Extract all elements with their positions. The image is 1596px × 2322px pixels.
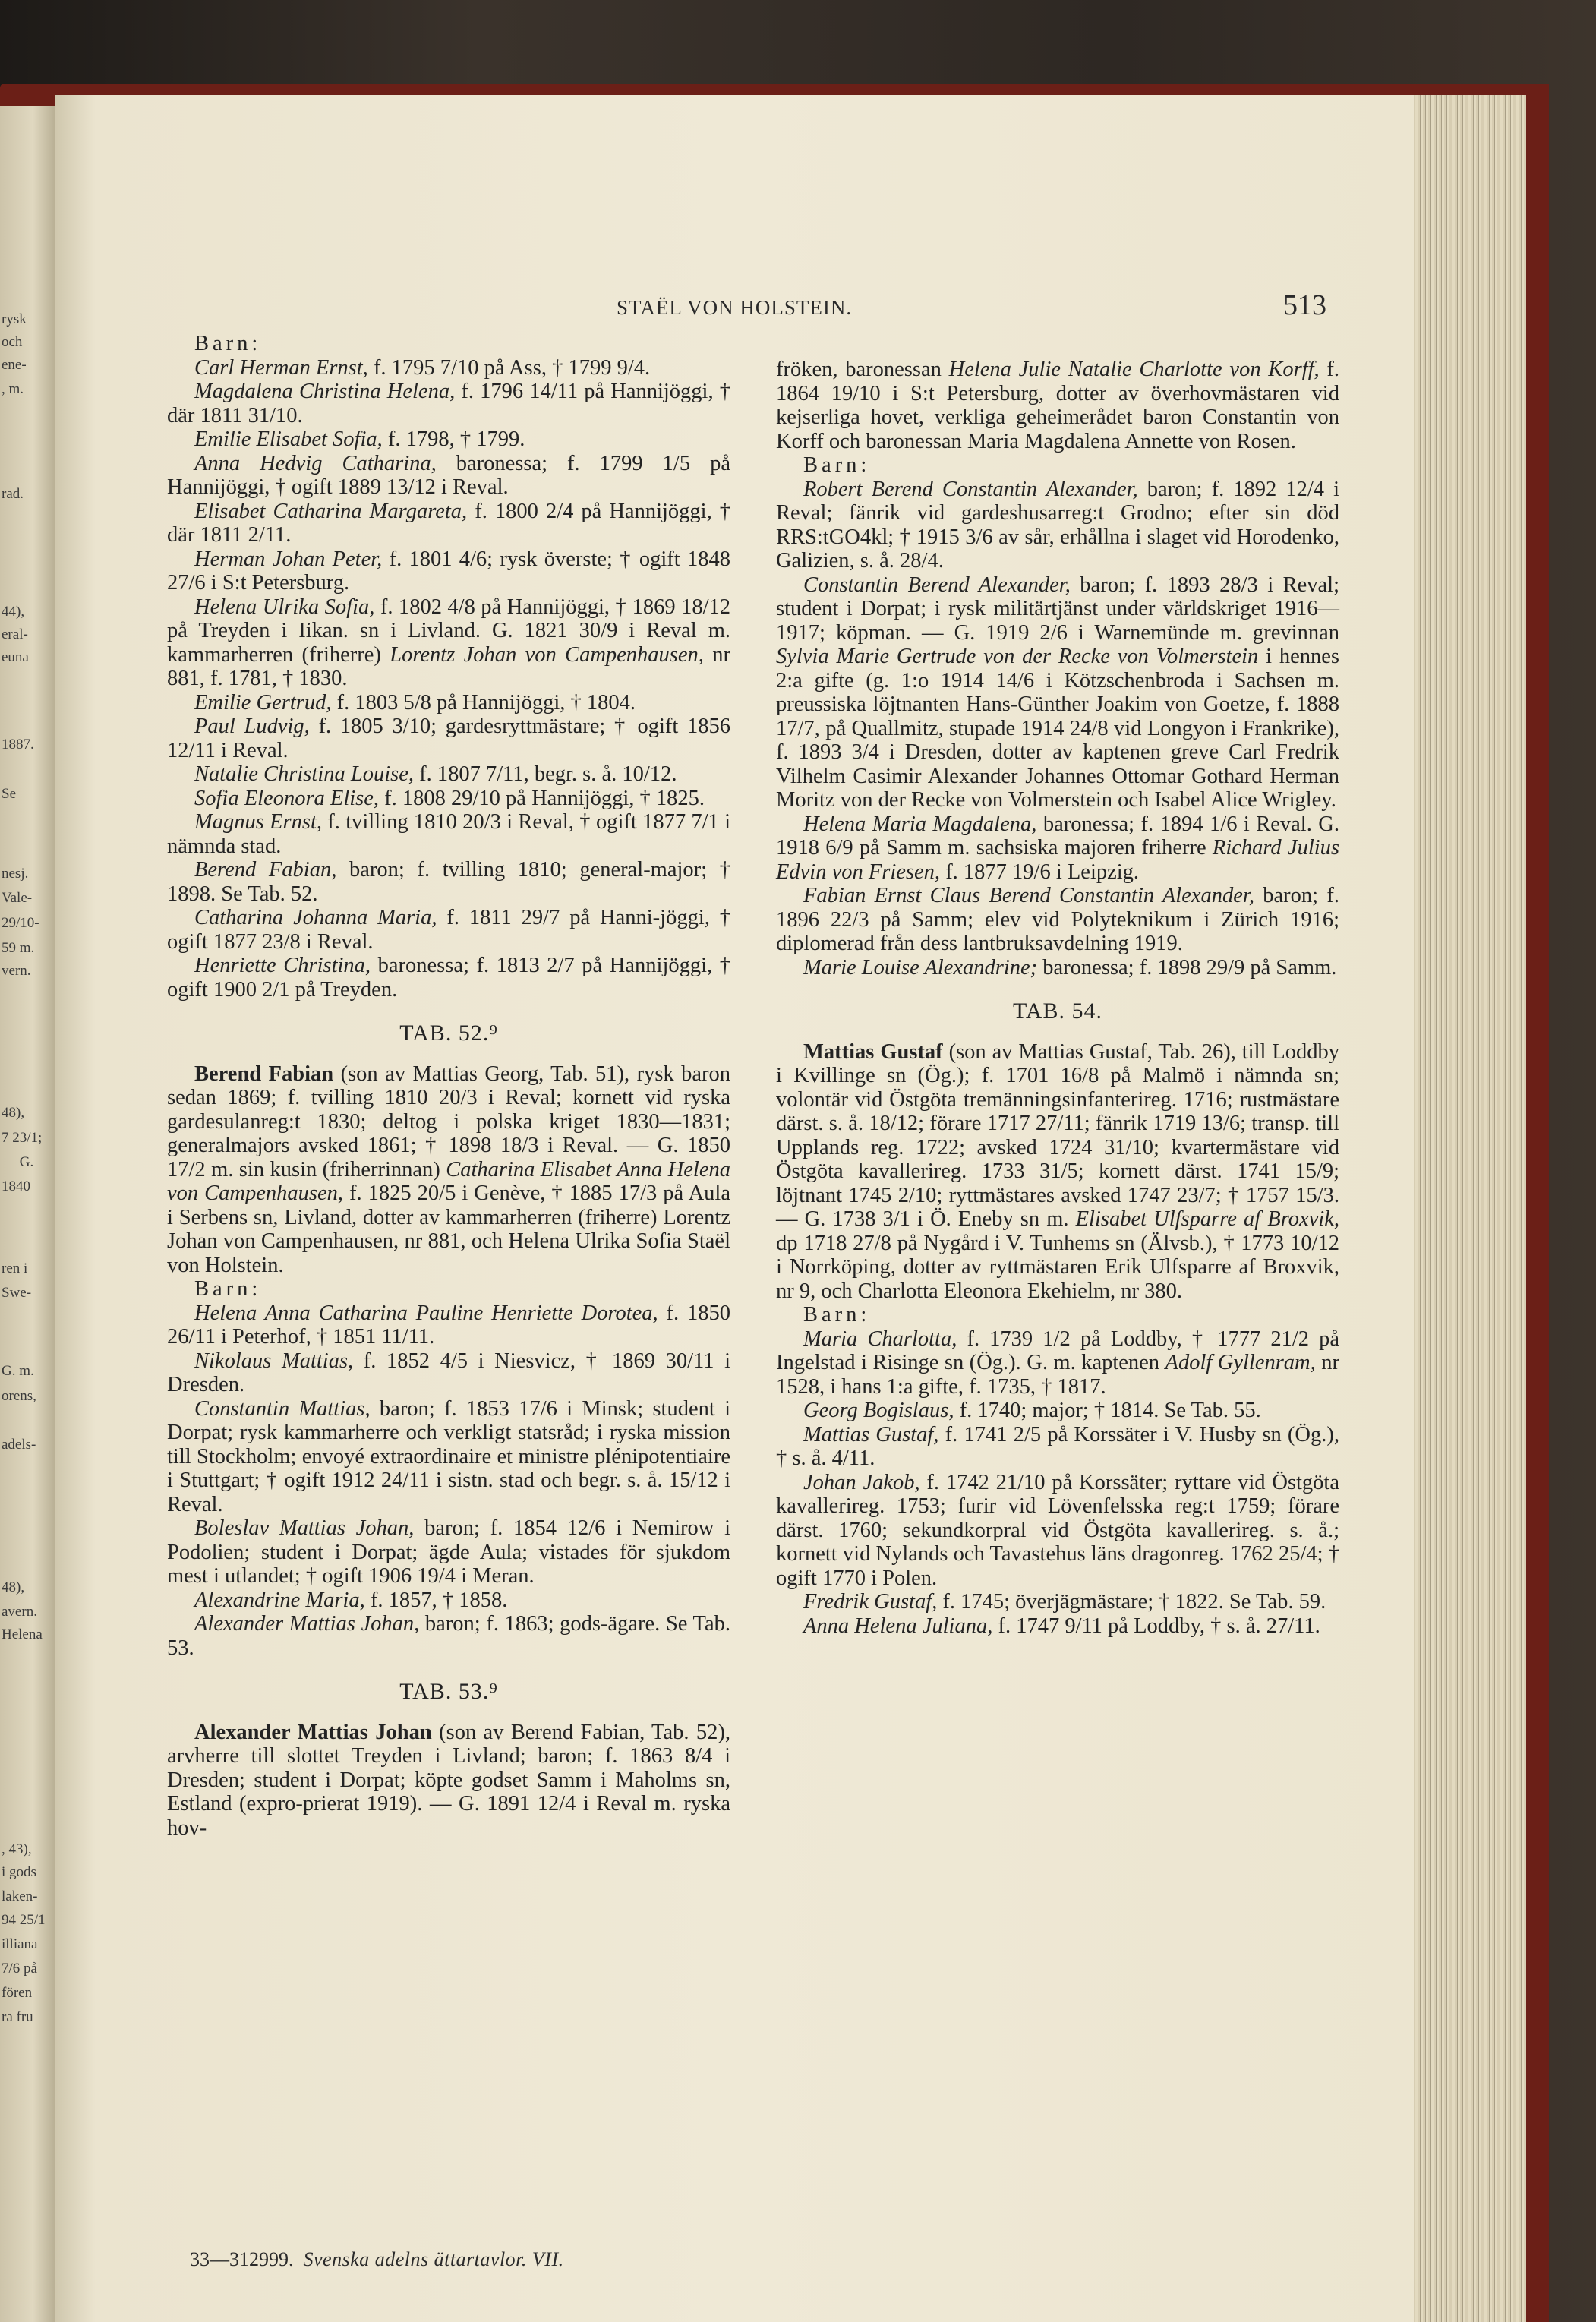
person-name: Emilie Elisabet Sofia, <box>194 427 383 451</box>
entry-text: baronessa; f. 1894 1/6 i Reval. G. 1918 6/9 på Samm m. sachsiska majoren friherre <box>776 812 1340 860</box>
barn-label-3: Barn: <box>803 453 871 477</box>
spouse-name: Elisabet Ulfsparre af Broxvik, <box>1075 1207 1339 1231</box>
entry-text: f. 1803 5/8 på Hannijöggi, † 1804. <box>331 690 636 715</box>
person-name: Anna Hedvig Catharina, <box>194 451 437 475</box>
child-entry <box>776 1327 1339 1399</box>
person-name: Mattias Gustaf, <box>803 1422 939 1447</box>
entry-text: f. 1795 7/10 på Ass, † 1799 9/4. <box>367 355 651 380</box>
spouse-name: Helena Julie Natalie Charlotte von Korff, <box>948 358 1320 381</box>
entry-text: baron; f. 1892 12/4 i Reval; fänrik vid gardeshusarreg:t Grodno; efter sin död RRS:tGO4kl; † 1915 3/6 av sår, erhållna i slaget vid Horodenko, Galizien, s. å. 28/4. <box>776 477 1339 573</box>
facing-page-fragment: 59 m. <box>2 940 35 956</box>
child-entry <box>167 810 730 858</box>
entry-text: baron; f. 1896 22/3 på Samm; elev vid Polyteknikum i Zürich 1916; diplomerad från dess lantbruksavdelning 1919. <box>776 884 1339 955</box>
entry-text: baron; f. 1854 12/6 i Nemirow i Podolien; student i Dorpat; ägde Aula; vistades för sjukdom mest i utlandet; † ogift 1906 19/4 i Meran. <box>167 1516 731 1588</box>
spouse-name: Catharina Elisabet Anna Helena von Campenhausen, <box>167 1157 730 1205</box>
facing-page-fragment: 48), <box>2 1105 25 1121</box>
entry-text: (son av Mattias Georg, Tab. 51), rysk baron sedan 1869; f. tvilling 1810 20/3 i Reval; kornett vid ryska gardesulanreg:t 1830; deltog i polska kriget 1830—1831; generalmajors avsked 1861; † 1898 18/3 i Reval. — G. 1850 17/2 m. sin kusin (friherrinnan) <box>167 1062 730 1182</box>
tab-52-heading: TAB. 52.⁹ <box>399 1021 498 1046</box>
barn-label-4: Barn: <box>803 1303 871 1327</box>
entry-text: f. 1742 21/10 på Korssäter; ryttare vid Östgöta kavallerireg. 1753; furir vid Lövenfelsska reg:t 1759; förare därst. 1760; sekundkorpral vid Östgöta kavallerireg. s. å.; kornett vid Nylands och Tavastehus läns dragonreg. 1762 25/4; † ogift 1770 i Polen. <box>776 1470 1339 1590</box>
left-page-edge <box>0 106 55 2322</box>
entry-text: f. 1808 29/10 på Hannijöggi, † 1825. <box>379 786 705 810</box>
person-name: Anna Helena Juliana, <box>803 1614 993 1638</box>
children-list-1 <box>167 356 730 1002</box>
person-name: Magdalena Christina Helena, <box>194 380 456 403</box>
child-entry <box>167 595 730 691</box>
facing-page-fragment: 7/6 på <box>2 1961 37 1977</box>
entry-text: f. 1740; major; † 1814. Se Tab. 55. <box>954 1399 1261 1422</box>
person-name: Emilie Gertrud, <box>194 690 332 715</box>
facing-page-fragment: ra fru <box>2 2009 33 2025</box>
entry-head-name: Alexander Mattias Johan <box>194 1720 432 1744</box>
person-name: Constantin Berend Alexander, <box>803 573 1071 597</box>
entry-text: (son av Mattias Gustaf, Tab. 26), till Loddby i Kvillinge sn (Ög.); f. 1701 16/8 på Malmö i nämnda sn; volontär vid Östgöta tremänningsinfanterireg. 1716; rustmästare därst. s. å. 18/12; förare 1717 27/11; fänrik 1719 13/6; transp. till Upplands reg. 1722; avsked 1724 31/10; kvartermästare vid Östgöta kavallerireg. 1733 31/5; kornett därst. 1741 15/9; löjtnant 1745 2/10; ryttmästares avsked 1747 23/7; † 1757 15/3. — G. 1738 3/1 i Ö. Eneby sn m. <box>776 1040 1339 1231</box>
children-list-3 <box>776 478 1339 980</box>
entry-text: f. 1798, † 1799. <box>382 427 525 451</box>
page-footer <box>190 2248 564 2272</box>
child-entry <box>167 356 730 380</box>
facing-page-fragment: euna <box>2 649 29 665</box>
entry-text: baron; f. 1853 17/6 i Minsk; student i Dorpat; rysk kammarherre och verkligt statsråd; i ryska mission till Stockholm; envoyé extraordinaire et ministre plénipotentiaire i Stuttgart; † ogift 1912 24/11 i sistn. stad och begr. s. å. 15/12 i Reval. <box>167 1396 730 1516</box>
entry-head-name: Berend Fabian <box>194 1062 334 1086</box>
person-name: Alexander Mattias Johan, <box>194 1612 420 1636</box>
person-name: Natalie Christina Louise, <box>194 762 414 786</box>
barn-label-2: Barn: <box>194 1277 262 1301</box>
tab-53-paragraph <box>167 1721 730 1841</box>
entry-text-2: f. 1864 19/10 i S:t Petersburg, dotter av överhovmästaren vid kejserliga hovet, verkliga geheimerådet baron Constantin von Korff och baronessan Maria Magdalena Annette von Rosen. <box>776 358 1339 453</box>
tab-54-heading: TAB. 54. <box>1012 999 1103 1024</box>
facing-page-fragment: fören <box>2 1985 33 2001</box>
person-name: Helena Anna Catharina Pauline Henriette Dorotea, <box>194 1301 658 1325</box>
barn-label: Barn: <box>194 332 262 355</box>
person-name: Sylvia Marie Gertrude von der Recke von Volmerstein <box>776 645 1259 668</box>
entry-text-2: dp 1718 27/8 på Nygård i V. Tunhems sn (Älvsb.), † 1773 10/12 i Norrköping, dotter av ryttmästaren Erik Ulfsparre af Broxvik, nr 9, och Charlotta Eleonora Ekehielm, nr 380. <box>776 1231 1339 1303</box>
child-entry <box>167 547 730 595</box>
entry-text: baronessa; f. 1799 1/5 på Hannijöggi, † ogift 1889 13/12 i Reval. <box>167 451 730 499</box>
person-name: Elisabet Catharina Margareta, <box>194 499 468 523</box>
entry-text: fröken, baronessan <box>776 358 949 381</box>
child-entry <box>167 691 730 715</box>
entry-text: f. 1802 4/8 på Hannijöggi, † 1869 18/12 på Treyden i Iikan. sn i Livland. G. 1821 30/9 i Reval m. kammarherren (friherre) <box>167 595 730 667</box>
child-entry <box>167 452 730 500</box>
facing-page-fragment: och <box>2 334 23 350</box>
person-name: Carl Herman Ernst, <box>194 355 368 380</box>
child-entry <box>167 762 730 787</box>
child-entry <box>167 715 730 762</box>
page-edges <box>1412 95 1526 2322</box>
facing-page-fragment: illiana <box>2 1936 38 1952</box>
facing-page-fragment: — G. <box>2 1154 34 1170</box>
child-entry <box>167 1397 730 1517</box>
person-name: Catharina Johanna Maria, <box>194 906 437 929</box>
child-entry <box>167 380 730 427</box>
person-name: Helena Maria Magdalena, <box>803 812 1037 836</box>
person-name: Richard Julius Edvin von Friesen, <box>776 836 1339 884</box>
continuation-paragraph <box>776 358 1339 453</box>
main-page <box>55 95 1414 2322</box>
facing-page-fragment: 48), <box>2 1579 25 1595</box>
person-name: Maria Charlotta, <box>803 1327 957 1351</box>
facing-page-fragment: laken- <box>2 1888 38 1904</box>
child-entry <box>167 1516 730 1588</box>
child-entry <box>167 1612 730 1660</box>
entry-text: i hennes 2:a gifte (g. 1:o 1914 14/6 i Kötzschenbroda i Sachsen m. preussiska löjtnanten Hans-Günther Joakim von Goetze, f. 1888 17/7, på Quallmitz, stupade 1914 24/8 vid Longyon i Frankrike), f. 1893 3/4 i Dresden, dotter av kaptenen greve Carl Fredrik Vilhelm Casimir Alexander Johannes Ottomar Gothard Herman Moritz von der Recke von Volmerstein och Isabel Alice Wrigley. <box>776 645 1339 812</box>
facing-page-fragment: ren i <box>2 1260 28 1276</box>
entry-text: (son av Berend Fabian, Tab. 52), arvherre till slottet Treyden i Livland; baron; f. 1863 8/4 i Dresden; student i Dorpat; köpte godset Samm i Maholms sn, Estland (expro-prierat 1919). — G. 1891 12/4 i Reval m. ryska hov- <box>167 1720 730 1840</box>
entry-text: f. tvilling 1810 20/3 i Reval, † ogift 1877 7/1 i nämnda stad. <box>167 810 730 858</box>
child-entry <box>776 884 1339 956</box>
page-number: 513 <box>1283 289 1326 321</box>
person-name: Berend Fabian, <box>194 858 337 882</box>
person-name: Nikolaus Mattias, <box>194 1349 354 1373</box>
person-name: Lorentz Johan von Campenhausen, <box>390 642 704 667</box>
tab-54-paragraph <box>776 1040 1339 1304</box>
entry-text: baron; f. 1893 28/3 i Reval; student i Dorpat; i rysk militärtjänst under världskriget 1916—1917; köpman. — G. 1919 2/6 i Warnemünde m. grevinnan <box>776 573 1340 645</box>
child-entry <box>776 812 1339 885</box>
tab-53-heading: TAB. 53.⁹ <box>399 1679 498 1704</box>
person-name: Sofia Eleonora Elise, <box>194 786 380 810</box>
facing-page-fragment: rysk <box>2 311 27 327</box>
entry-text: f. 1807 7/11, begr. s. å. 10/12. <box>414 762 677 786</box>
facing-page-fragment: G. m. <box>2 1363 34 1379</box>
person-name: Constantin Mattias, <box>194 1396 371 1421</box>
child-entry <box>776 1399 1339 1423</box>
entry-text: baron; f. 1863; gods-ägare. Se Tab. 53. <box>167 1612 731 1660</box>
entry-text: nr 1528, i hans 1:a gifte, f. 1735, † 1817. <box>776 1351 1339 1399</box>
child-entry <box>167 858 730 906</box>
child-entry <box>167 1301 730 1349</box>
person-name: Georg Bogislaus, <box>803 1399 954 1422</box>
entry-text: f. 1877 19/6 i Leipzig. <box>940 860 1140 884</box>
child-entry <box>776 956 1339 980</box>
person-name: Paul Ludvig, <box>194 715 310 738</box>
entry-text: baronessa; f. 1898 29/9 på Samm. <box>1037 955 1337 980</box>
facing-page-fragment: Se <box>2 786 16 802</box>
entry-head-name: Mattias Gustaf <box>803 1040 943 1064</box>
person-name: Fabian Ernst Claus Berend Constantin Alexander, <box>803 884 1254 907</box>
right-column <box>776 358 1339 1638</box>
facing-page-fragment: 1887. <box>2 737 34 752</box>
entry-text-2: f. 1825 20/5 i Genève, † 1885 17/3 på Aula i Serbens sn, Livland, dotter av kammarherren (friherre) Lorentz Johan von Campenhausen, nr 881, och Helena Ulrika Sofia Staël von Holstein. <box>167 1182 730 1277</box>
child-entry <box>167 954 730 1002</box>
child-entry <box>167 1588 730 1613</box>
facing-page-fragment: Swe- <box>2 1285 32 1301</box>
entry-text: baron; f. tvilling 1810; general-major; † 1898. Se Tab. 52. <box>167 858 730 906</box>
child-entry <box>167 787 730 811</box>
facing-page-fragment: rad. <box>2 486 24 502</box>
left-column <box>167 332 730 1840</box>
facing-page-fragment: 44), <box>2 604 25 620</box>
person-name: Helena Ulrika Sofia, <box>194 595 375 619</box>
facing-page-fragment: avern. <box>2 1604 37 1620</box>
facing-page-fragment: adels- <box>2 1437 36 1453</box>
facing-page-fragment: eral- <box>2 626 28 642</box>
facing-page-fragment: , 43), <box>2 1841 32 1857</box>
person-name: Fredrik Gustaf, <box>803 1590 938 1614</box>
facing-page-fragment: 94 25/1 <box>2 1912 46 1928</box>
signature-mark: 33—312999. <box>190 2248 294 2270</box>
entry-text: f. 1852 4/5 i Niesvicz, † 1869 30/11 i Dresden. <box>167 1349 730 1396</box>
entry-text: baronessa; f. 1813 2/7 på Hannijöggi, † ogift 1900 2/1 på Treyden. <box>167 954 730 1002</box>
entry-text: f. 1745; överjägmästare; † 1822. Se Tab. 59. <box>937 1590 1326 1614</box>
facing-page-fragment: nesj. <box>2 866 29 882</box>
children-list-2 <box>167 1301 730 1661</box>
person-name: Boleslav Mattias Johan, <box>194 1516 415 1540</box>
entry-text: nr 881, f. 1781, † 1830. <box>167 642 730 690</box>
person-name: Alexandrine Maria, <box>194 1588 365 1612</box>
running-header: STAËL VON HOLSTEIN. <box>617 296 853 319</box>
entry-text: f. 1800 2/4 på Hannijöggi, † där 1811 2/11. <box>167 499 731 547</box>
person-name: Adolf Gyllenram, <box>1165 1351 1316 1374</box>
entry-text: f. 1850 26/11 i Peterhof, † 1851 11/11. <box>167 1301 730 1349</box>
entry-text: f. 1811 29/7 på Hanni-jöggi, † ogift 1877 23/8 i Reval. <box>167 906 730 954</box>
book-title: Svenska adelns ättartavlor. VII. <box>303 2248 564 2270</box>
entry-text: f. 1805 3/10; gardesryttmästare; † ogift 1856 12/11 i Reval. <box>167 715 730 762</box>
person-name: Herman Johan Peter, <box>194 547 383 571</box>
person-name: Marie Louise Alexandrine; <box>803 955 1038 980</box>
entry-text: f. 1857, † 1858. <box>364 1588 508 1612</box>
child-entry <box>167 1349 730 1397</box>
child-entry <box>776 1423 1339 1471</box>
person-name: Henriette Christina, <box>194 954 371 977</box>
facing-page-fragment: 29/10- <box>2 915 39 931</box>
entry-text: f. 1741 2/5 på Korssäter i V. Husby sn (Ög.), † s. å. 4/11. <box>776 1422 1339 1470</box>
facing-page-fragment: Vale- <box>2 890 33 906</box>
person-name: Johan Jakob, <box>803 1470 920 1494</box>
facing-page-fragment: 7 23/1; <box>2 1130 43 1146</box>
child-entry <box>776 478 1339 573</box>
facing-page-fragment: , m. <box>2 381 24 397</box>
child-entry <box>776 573 1339 812</box>
child-entry <box>167 906 730 954</box>
facing-page-fragment: Helena <box>2 1626 43 1642</box>
facing-page-fragment: ene- <box>2 357 27 373</box>
child-entry <box>167 500 730 547</box>
tab-52-paragraph <box>167 1062 730 1278</box>
child-entry <box>776 1614 1339 1639</box>
children-list-4 <box>776 1327 1339 1639</box>
child-entry <box>776 1590 1339 1614</box>
person-name: Robert Berend Constantin Alexander, <box>803 477 1138 501</box>
person-name: Magnus Ernst, <box>194 810 323 834</box>
entry-text: f. 1796 14/11 på Hannijöggi, † där 1811 31/10. <box>167 380 730 427</box>
facing-page-fragment: i gods <box>2 1864 36 1880</box>
entry-text: f. 1801 4/6; rysk överste; † ogift 1848 27/6 i S:t Petersburg. <box>167 547 730 595</box>
child-entry <box>776 1471 1339 1591</box>
facing-page-fragment: 1840 <box>2 1178 30 1194</box>
entry-text: f. 1747 9/11 på Loddby, † s. å. 27/11. <box>992 1614 1320 1638</box>
entry-text: f. 1739 1/2 på Loddby, † 1777 21/2 på Ingelstad i Risinge sn (Ög.). G. m. kaptenen <box>776 1327 1339 1374</box>
facing-page-fragment: vern. <box>2 963 31 979</box>
child-entry <box>167 427 730 452</box>
facing-page-fragment: orens, <box>2 1388 36 1404</box>
